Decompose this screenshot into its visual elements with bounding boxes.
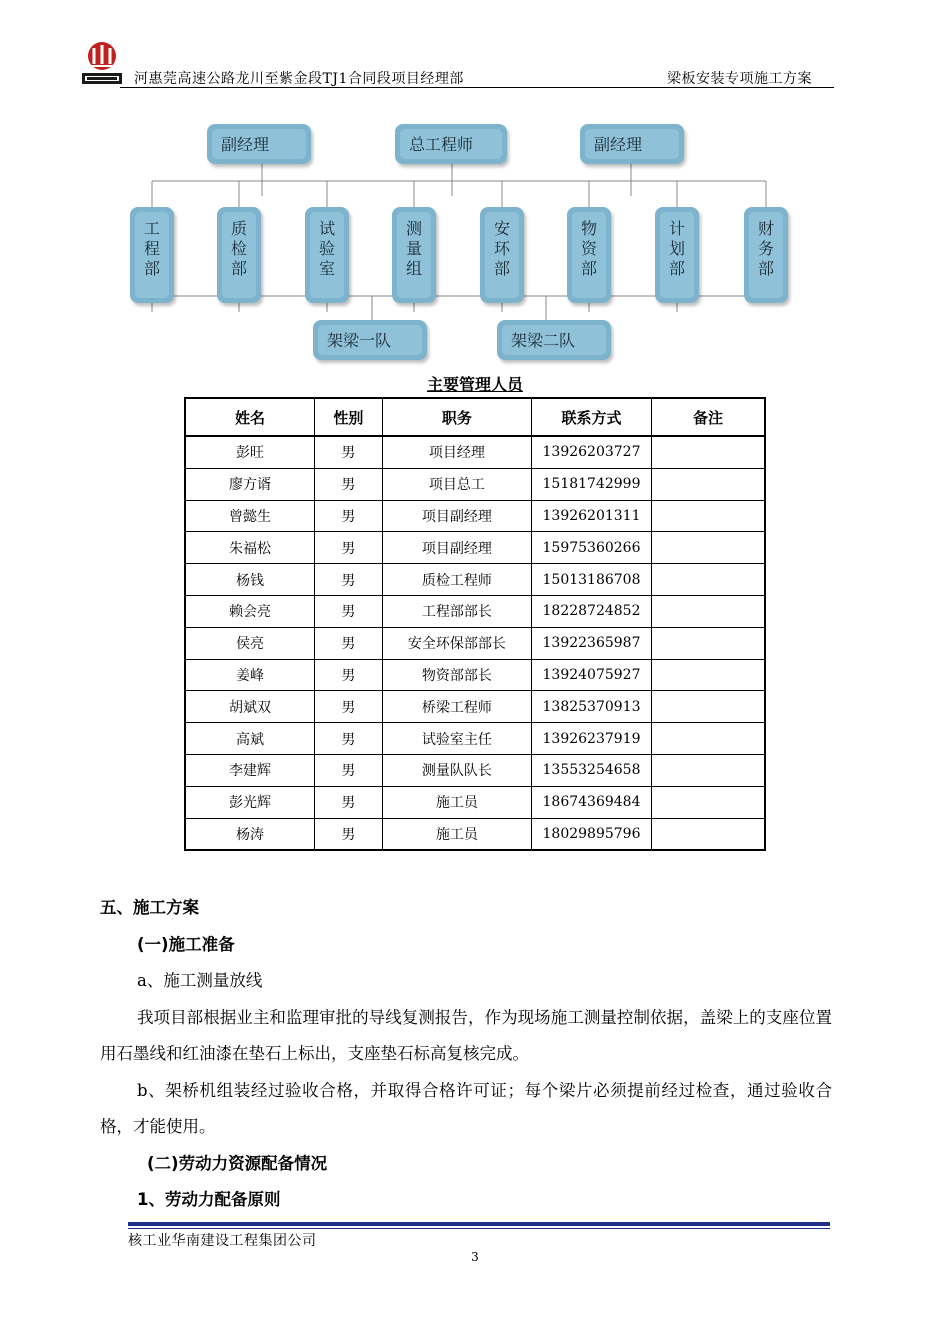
cell-remarks [651, 468, 765, 500]
cell-remarks [651, 818, 765, 850]
paragraph-a: 我项目部根据业主和监理审批的导线复测报告，作为现场施工测量控制依据，盖梁上的支座位置用石墨线和红油漆在垫石上标出，支座垫石标高复核完成。 [100, 1007, 832, 1063]
table-row [185, 532, 765, 564]
cell-position: 项目总工 [382, 468, 531, 500]
cell-contact: 18674369484 [532, 786, 652, 818]
cell-remarks [651, 627, 765, 659]
table-row [185, 754, 765, 786]
cell-gender: 男 [314, 468, 382, 500]
org-box-materials-dept: 物 资 部 [567, 207, 611, 303]
cell-remarks [651, 436, 765, 468]
cell-remarks [651, 754, 765, 786]
cell-remarks [651, 595, 765, 627]
table-row [185, 436, 765, 468]
section-heading-5: 五、施工方案 [100, 898, 199, 917]
cell-remarks [651, 659, 765, 691]
cell-gender: 男 [314, 691, 382, 723]
cell-contact: 13922365987 [532, 627, 652, 659]
footer-rule-thin [128, 1228, 830, 1229]
org-box-planning-dept: 计 划 部 [655, 207, 699, 303]
table-row [185, 468, 765, 500]
footer-rule [128, 1222, 830, 1226]
cell-name: 姜峰 [185, 659, 314, 691]
cell-name: 侯亮 [185, 627, 314, 659]
cell-name: 彭光辉 [185, 786, 314, 818]
cell-position: 工程部部长 [382, 595, 531, 627]
cell-contact: 15975360266 [532, 532, 652, 564]
cell-gender: 男 [314, 532, 382, 564]
staff-table-body [185, 436, 765, 850]
org-box-laboratory: 试 验 室 [305, 207, 349, 303]
cell-gender: 男 [314, 500, 382, 532]
cell-name: 杨钱 [185, 564, 314, 596]
cell-gender: 男 [314, 627, 382, 659]
org-box-safety-env-dept: 安 环 部 [480, 207, 524, 303]
cell-gender: 男 [314, 818, 382, 850]
cell-contact: 15013186708 [532, 564, 652, 596]
table-row [185, 786, 765, 818]
header-document-title: 梁板安装专项施工方案 [667, 71, 812, 87]
table-row [185, 564, 765, 596]
cell-contact: 18228724852 [532, 595, 652, 627]
subsection-heading-1: (一)施工准备 [137, 934, 235, 954]
cell-name: 杨涛 [185, 818, 314, 850]
cell-contact: 13926237919 [532, 723, 652, 755]
cell-gender: 男 [314, 595, 382, 627]
subsection-heading-2: (二)劳动力资源配备情况 [147, 1153, 328, 1173]
cell-name: 彭旺 [185, 436, 314, 468]
table-row [185, 659, 765, 691]
cell-position: 安全环保部部长 [382, 627, 531, 659]
cell-remarks [651, 723, 765, 755]
cell-name: 胡斌双 [185, 691, 314, 723]
header-name: 姓名 [185, 398, 314, 436]
cell-contact: 18029895796 [532, 818, 652, 850]
cell-position: 桥梁工程师 [382, 691, 531, 723]
cell-contact: 13924075927 [532, 659, 652, 691]
cell-position: 项目经理 [382, 436, 531, 468]
cell-name: 廖方谞 [185, 468, 314, 500]
org-box-survey-group: 测 量 组 [392, 207, 436, 303]
cell-contact: 13553254658 [532, 754, 652, 786]
table-header-row [185, 398, 765, 436]
cell-name: 朱福松 [185, 532, 314, 564]
cell-gender: 男 [314, 786, 382, 818]
cell-name: 高斌 [185, 723, 314, 755]
header-position: 职务 [382, 398, 531, 436]
header-gender: 性别 [314, 398, 382, 436]
cell-position: 质检工程师 [382, 564, 531, 596]
cell-name: 曾懿生 [185, 500, 314, 532]
table-row [185, 723, 765, 755]
table-row [185, 500, 765, 532]
header-contact: 联系方式 [532, 398, 652, 436]
cell-gender: 男 [314, 754, 382, 786]
cell-position: 测量队队长 [382, 754, 531, 786]
item-a-heading: a、施工测量放线 [137, 971, 263, 990]
paragraph-b: b、架桥机组装经过验收合格，并取得合格许可证；每个梁片必须提前经过检查，通过验收合格，才能使用。 [100, 1080, 832, 1136]
subsection-heading-2-1: 1、劳动力配备原则 [137, 1190, 281, 1209]
org-box-chief-engineer: 总工程师 [395, 124, 507, 164]
cell-contact: 13825370913 [532, 691, 652, 723]
cell-contact: 13926203727 [532, 436, 652, 468]
cell-position: 试验室主任 [382, 723, 531, 755]
cell-position: 物资部部长 [382, 659, 531, 691]
org-box-deputy-manager-left: 副经理 [207, 124, 311, 164]
cell-position: 施工员 [382, 818, 531, 850]
table-row [185, 691, 765, 723]
cell-name: 赖会亮 [185, 595, 314, 627]
table-row [185, 818, 765, 850]
cell-contact: 13926201311 [532, 500, 652, 532]
org-chart-connectors [0, 0, 950, 380]
cell-name: 李建辉 [185, 754, 314, 786]
cell-remarks [651, 786, 765, 818]
cell-gender: 男 [314, 723, 382, 755]
cell-remarks [651, 500, 765, 532]
cell-remarks [651, 564, 765, 596]
org-box-engineering-dept: 工 程 部 [130, 207, 174, 303]
staff-table [184, 397, 766, 851]
cell-remarks [651, 691, 765, 723]
body-section [100, 890, 832, 1219]
footer-company: 核工业华南建设工程集团公司 [128, 1233, 317, 1249]
cell-gender: 男 [314, 564, 382, 596]
cell-contact: 15181742999 [532, 468, 652, 500]
org-box-girder-team-1: 架梁一队 [313, 320, 427, 360]
org-box-finance-dept: 财 务 部 [744, 207, 788, 303]
cell-position: 施工员 [382, 786, 531, 818]
header-project-name: 河惠莞高速公路龙川至紫金段TJ1合同段项目经理部 [134, 71, 464, 87]
cell-gender: 男 [314, 659, 382, 691]
org-box-quality-dept: 质 检 部 [217, 207, 261, 303]
table-row [185, 627, 765, 659]
page-number: 3 [471, 1250, 479, 1264]
table-title: 主要管理人员 [426, 375, 523, 394]
org-chart [0, 0, 950, 380]
header-remarks: 备注 [651, 398, 765, 436]
cell-position: 项目副经理 [382, 500, 531, 532]
table-row [185, 595, 765, 627]
org-box-girder-team-2: 架梁二队 [497, 320, 611, 360]
cell-gender: 男 [314, 436, 382, 468]
cell-position: 项目副经理 [382, 532, 531, 564]
org-box-deputy-manager-right: 副经理 [580, 124, 684, 164]
cell-remarks [651, 532, 765, 564]
